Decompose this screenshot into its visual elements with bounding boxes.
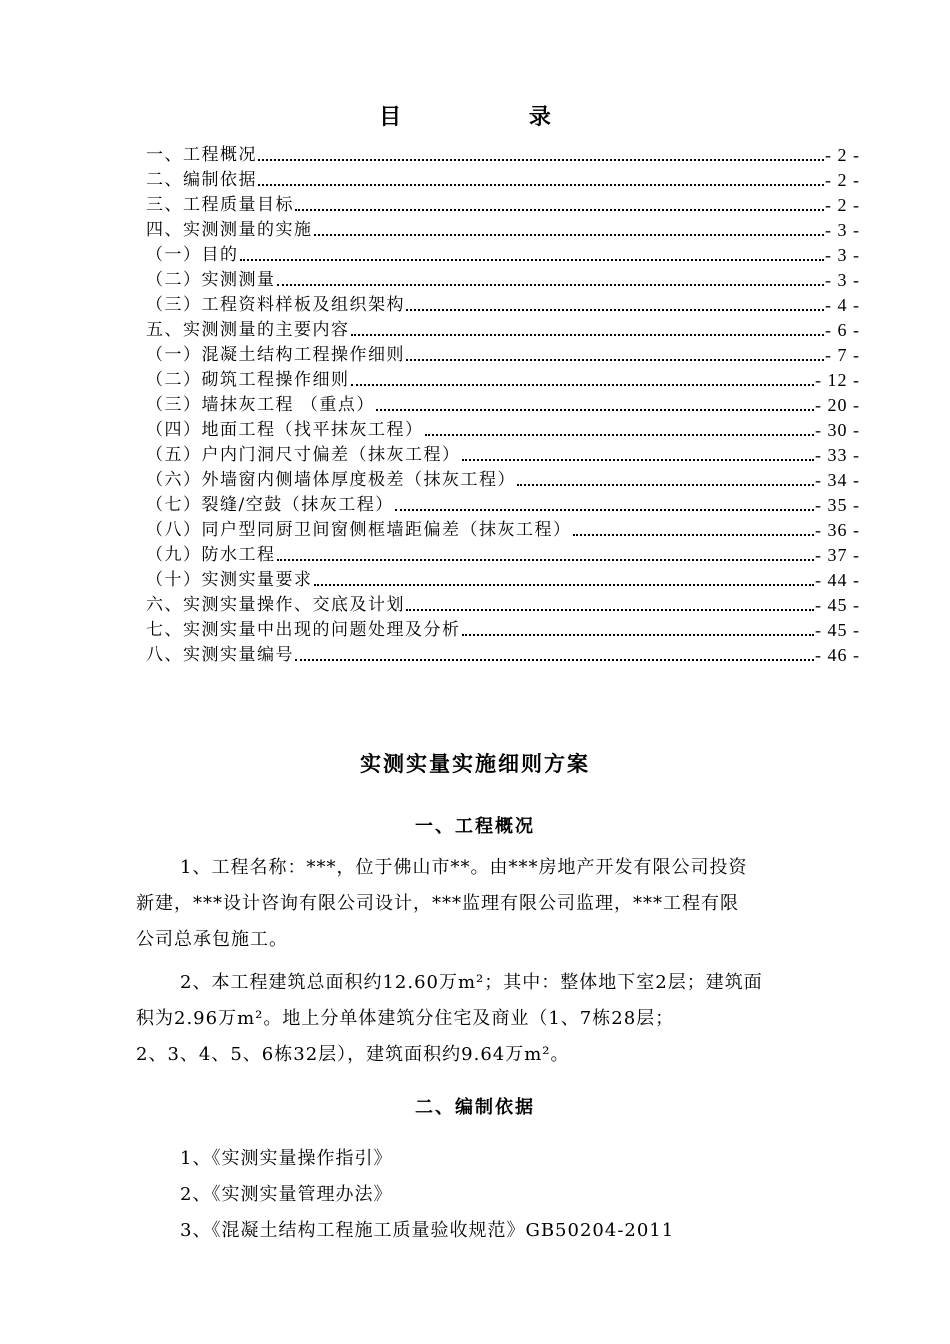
- toc-entry[interactable]: [146, 367, 860, 391]
- toc-entry-page: - 3 -: [825, 270, 860, 290]
- toc-leader: [406, 359, 824, 361]
- paragraph-line: 2、本工程建筑总面积约12.60万m²；其中：整体地下室2层；建筑面: [180, 972, 763, 993]
- paragraph-line: 公司总承包施工。: [136, 929, 288, 950]
- toc-entry[interactable]: [146, 192, 860, 216]
- toc-entry-page: - 46 -: [815, 645, 860, 665]
- toc-leader: [462, 459, 815, 461]
- toc-entry[interactable]: [146, 217, 860, 241]
- toc-entry-page: - 20 -: [815, 395, 860, 415]
- paragraph-line: 新建，***设计咨询有限公司设计，***监理有限公司监理，***工程有限: [136, 893, 739, 914]
- toc-entry-label: 五、实测测量的主要内容: [146, 320, 350, 340]
- toc-entry[interactable]: [146, 542, 860, 566]
- toc-entry[interactable]: [146, 442, 860, 466]
- toc-entry-page: - 12 -: [815, 370, 860, 390]
- toc-entry-label: （三）工程资料样板及组织架构: [146, 295, 405, 315]
- toc-entry-label: （一）混凝土结构工程操作细则: [146, 345, 405, 365]
- toc-entry-page: - 6 -: [825, 320, 860, 340]
- toc-leader: [277, 284, 825, 286]
- toc-leader: [425, 434, 815, 436]
- document-title: 实测实量实施细则方案: [360, 751, 590, 776]
- toc-entry[interactable]: [146, 142, 860, 166]
- toc-entry-label: 二、编制依据: [146, 170, 257, 190]
- toc-entry-page: - 37 -: [815, 545, 860, 565]
- toc-leader: [314, 584, 815, 586]
- paragraph-line: 积为2.96万m²。地上分单体建筑分住宅及商业（1、7栋28层；: [136, 1008, 675, 1029]
- toc-entry-page: - 3 -: [825, 220, 860, 240]
- toc-entry[interactable]: [146, 642, 860, 666]
- section-heading-basis: 二、编制依据: [415, 1097, 535, 1118]
- toc-entry[interactable]: [146, 342, 860, 366]
- toc-entry-label: （三）墙抹灰工程 （重点）: [146, 395, 375, 415]
- toc-leader: [351, 334, 825, 336]
- section-heading-overview: 一、工程概况: [415, 816, 535, 837]
- paragraph-line: 2、3、4、5、6栋32层），建筑面积约9.64万m²。: [136, 1044, 570, 1065]
- toc-leader: [395, 509, 814, 511]
- toc-leader: [406, 309, 824, 311]
- toc-entry-label: （二）实测测量: [146, 270, 276, 290]
- toc-leader: [295, 659, 814, 661]
- toc-entry-page: - 35 -: [815, 495, 860, 515]
- toc-entry-label: （六）外墙窗内侧墙体厚度极差（抹灰工程）: [146, 470, 516, 490]
- toc-entry-label: （二）砌筑工程操作细则: [146, 370, 350, 390]
- toc-entry[interactable]: [146, 567, 860, 591]
- toc-entry-label: （一）目的: [146, 245, 239, 265]
- toc-leader: [258, 184, 824, 186]
- toc-entry-label: （九）防水工程: [146, 545, 276, 565]
- toc-entry-page: - 3 -: [825, 245, 860, 265]
- toc-entry[interactable]: [146, 267, 860, 291]
- toc-entry-page: - 7 -: [825, 345, 860, 365]
- toc-entry[interactable]: [146, 517, 860, 541]
- paragraph-line: 1、工程名称：***，位于佛山市**。由***房地产开发有限公司投资: [180, 857, 748, 878]
- toc-entry[interactable]: [146, 592, 860, 616]
- toc-entry-page: - 2 -: [825, 145, 860, 165]
- toc-leader: [351, 384, 815, 386]
- toc-entry-page: - 45 -: [815, 595, 860, 615]
- toc-entry-label: 八、实测实量编号: [146, 645, 294, 665]
- toc-entry[interactable]: [146, 467, 860, 491]
- toc-leader: [240, 259, 825, 261]
- toc-entry[interactable]: [146, 492, 860, 516]
- toc-entry-label: 一、工程概况: [146, 145, 257, 165]
- toc-title: 目 录: [379, 104, 611, 130]
- toc-entry[interactable]: [146, 317, 860, 341]
- toc-entry-page: - 34 -: [815, 470, 860, 490]
- toc-entry-label: 六、实测实量操作、交底及计划: [146, 595, 405, 615]
- overview-paragraph-1: [136, 850, 860, 958]
- toc-entry[interactable]: [146, 617, 860, 641]
- toc-entry-page: - 33 -: [815, 445, 860, 465]
- toc-entry-page: - 45 -: [815, 620, 860, 640]
- toc-entry-label: （五）户内门洞尺寸偏差（抹灰工程）: [146, 445, 461, 465]
- basis-item: 2、《实测实量管理办法》: [180, 1184, 393, 1205]
- toc-entry-label: （七）裂缝/空鼓（抹灰工程）: [146, 495, 394, 515]
- overview-paragraph-2: [136, 965, 860, 1073]
- toc-entry-page: - 4 -: [825, 295, 860, 315]
- toc-leader: [258, 159, 824, 161]
- toc-leader: [573, 534, 815, 536]
- toc-entry-label: （十）实测实量要求: [146, 570, 313, 590]
- toc-entry-label: 七、实测实量中出现的问题处理及分析: [146, 620, 461, 640]
- toc-entry-label: 四、实测测量的实施: [146, 220, 313, 240]
- toc-entry[interactable]: [146, 417, 860, 441]
- toc-entry-label: （四）地面工程（找平抹灰工程）: [146, 420, 424, 440]
- toc-entry-page: - 2 -: [825, 170, 860, 190]
- toc-leader: [295, 209, 824, 211]
- basis-item: 3、《混凝土结构工程施工质量验收规范》GB50204-2011: [180, 1220, 675, 1241]
- basis-item: 1、《实测实量操作指引》: [180, 1148, 393, 1169]
- toc-leader: [462, 634, 815, 636]
- toc-entry-label: （八）同户型同厨卫间窗侧框墙距偏差（抹灰工程）: [146, 520, 572, 540]
- toc-entry[interactable]: [146, 292, 860, 316]
- toc-entry-page: - 30 -: [815, 420, 860, 440]
- toc-entry-page: - 44 -: [815, 570, 860, 590]
- toc-leader: [517, 484, 814, 486]
- toc-entry-label: 三、工程质量目标: [146, 195, 294, 215]
- toc-entry-page: - 36 -: [815, 520, 860, 540]
- toc-entry[interactable]: [146, 392, 860, 416]
- toc-leader: [277, 559, 815, 561]
- toc-entry[interactable]: [146, 242, 860, 266]
- toc-leader: [406, 609, 814, 611]
- toc-entry[interactable]: [146, 167, 860, 191]
- toc-leader: [314, 234, 825, 236]
- toc-leader: [376, 409, 814, 411]
- toc-entry-page: - 2 -: [825, 195, 860, 215]
